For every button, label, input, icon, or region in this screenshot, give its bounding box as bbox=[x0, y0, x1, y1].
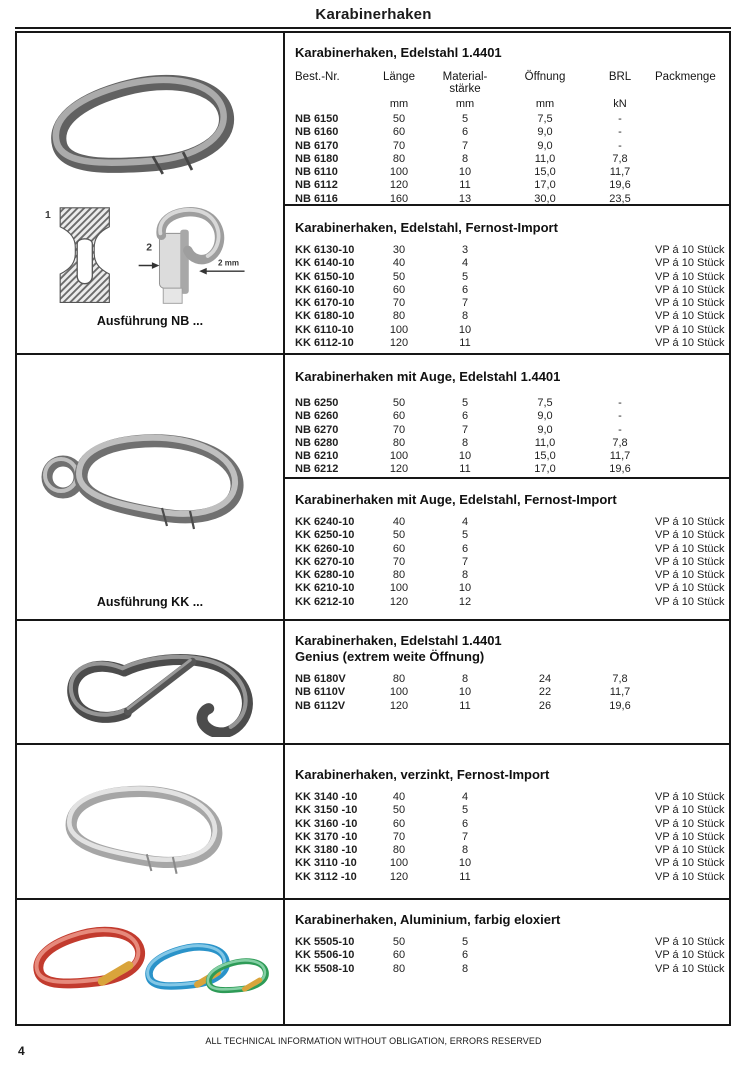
table-row bbox=[295, 410, 729, 423]
cell-brl: 7,8 bbox=[612, 436, 628, 449]
cell-oeffnung: 7,5 bbox=[537, 113, 553, 125]
cell-laenge: 80 bbox=[392, 152, 406, 165]
table-row bbox=[295, 673, 729, 686]
section-title: Karabinerhaken mit Auge, Edelstahl 1.4401 bbox=[295, 369, 561, 384]
cell-oeffnung: 7,5 bbox=[537, 397, 553, 409]
table-row bbox=[295, 113, 729, 126]
catalog-table bbox=[15, 31, 731, 1026]
cell-laenge: 100 bbox=[389, 857, 409, 870]
title-divider bbox=[15, 27, 731, 29]
cell-packmenge: VP á 10 Stück bbox=[655, 595, 725, 608]
cell-packmenge: VP á 10 Stück bbox=[655, 817, 725, 830]
caption-ausfuehrung-nb: Ausführung NB ... bbox=[96, 314, 204, 328]
alu-carabiners-image bbox=[24, 903, 276, 1021]
cell-staerke: 10 bbox=[458, 582, 472, 595]
table-row bbox=[295, 569, 729, 582]
cell-brl: - bbox=[618, 126, 622, 139]
cell-laenge: 40 bbox=[392, 257, 406, 270]
cell-staerke: 8 bbox=[461, 152, 469, 165]
cell-staerke: 6 bbox=[461, 817, 469, 830]
cell-bestnr: KK 6280-10 bbox=[295, 569, 355, 582]
cell-staerke: 5 bbox=[461, 113, 469, 125]
cell-laenge: 40 bbox=[392, 791, 406, 803]
section-mit-auge-fernost bbox=[285, 479, 729, 619]
cell-packmenge: VP á 10 Stück bbox=[655, 569, 725, 582]
cell-brl: - bbox=[618, 423, 622, 436]
cell-staerke: 11 bbox=[459, 463, 471, 476]
cell-laenge: 160 bbox=[389, 192, 409, 205]
cell-laenge: 40 bbox=[392, 516, 406, 528]
cell-laenge: 70 bbox=[392, 139, 406, 152]
table-units-row bbox=[295, 98, 729, 110]
cell-packmenge: VP á 10 Stück bbox=[655, 270, 725, 283]
cell-bestnr: NB 6280 bbox=[295, 436, 339, 449]
genius-carabiner-photo-box bbox=[17, 621, 283, 743]
cell-staerke: 8 bbox=[461, 844, 469, 857]
cell-staerke: 5 bbox=[461, 529, 469, 542]
image-cell-genius bbox=[17, 621, 285, 743]
image-cell-verzinkt bbox=[17, 745, 285, 898]
table-row bbox=[295, 271, 729, 284]
cell-packmenge: VP á 10 Stück bbox=[655, 337, 725, 350]
cell-bestnr: KK 5508-10 bbox=[295, 962, 355, 975]
cell-oeffnung: 17,0 bbox=[534, 463, 556, 476]
cell-oeffnung: 17,0 bbox=[534, 179, 556, 192]
cell-packmenge: VP á 10 Stück bbox=[655, 582, 725, 595]
cell-bestnr: NB 6150 bbox=[295, 113, 339, 125]
cell-bestnr: KK 6260-10 bbox=[295, 542, 355, 555]
col-header-packmenge: Packmenge bbox=[655, 71, 716, 83]
cell-staerke: 11 bbox=[459, 179, 471, 192]
cell-staerke: 5 bbox=[461, 270, 469, 283]
cell-packmenge: VP á 10 Stück bbox=[655, 804, 725, 817]
table-row bbox=[295, 818, 729, 831]
product-table bbox=[295, 936, 729, 976]
table-row bbox=[295, 516, 729, 529]
row-edelstahl bbox=[17, 33, 729, 353]
unit-mm: mm bbox=[455, 98, 475, 110]
cell-packmenge: VP á 10 Stück bbox=[655, 791, 725, 803]
section-title: Karabinerhaken, verzinkt, Fernost-Import bbox=[295, 767, 550, 782]
col-header-laenge: Länge bbox=[383, 71, 415, 83]
section-aluminium bbox=[285, 900, 729, 1024]
table-header-row bbox=[295, 71, 729, 95]
cell-packmenge: VP á 10 Stück bbox=[655, 830, 725, 843]
unit-kn: kN bbox=[613, 98, 627, 110]
col-header-oeffnung: Öffnung bbox=[524, 71, 566, 83]
page-number: 4 bbox=[18, 1044, 25, 1058]
cell-laenge: 80 bbox=[392, 310, 406, 323]
cell-laenge: 60 bbox=[392, 949, 406, 962]
cell-bestnr: KK 6180-10 bbox=[295, 310, 355, 323]
unit-mm: mm bbox=[535, 98, 555, 110]
section-mit-auge-14401 bbox=[285, 355, 729, 479]
section-title: Karabinerhaken, Edelstahl 1.4401 bbox=[295, 633, 502, 648]
cell-staerke: 10 bbox=[458, 166, 472, 179]
cell-laenge: 80 bbox=[392, 844, 406, 857]
table-row bbox=[295, 450, 729, 463]
drawing-label-2: 2 bbox=[146, 242, 152, 254]
table-row bbox=[295, 244, 729, 257]
cell-oeffnung: 9,0 bbox=[537, 139, 553, 152]
cell-laenge: 80 bbox=[392, 962, 406, 975]
cell-oeffnung: 11,0 bbox=[534, 152, 556, 165]
cell-brl: - bbox=[618, 397, 622, 409]
cell-bestnr: KK 5506-10 bbox=[295, 949, 355, 962]
section-edelstahl-fernost bbox=[285, 206, 729, 353]
cell-brl: 7,8 bbox=[612, 152, 628, 165]
cell-brl: 11,7 bbox=[609, 686, 631, 699]
cell-staerke: 7 bbox=[461, 297, 469, 310]
cell-laenge: 50 bbox=[392, 113, 406, 125]
cell-brl: 11,7 bbox=[609, 450, 631, 463]
cell-staerke: 6 bbox=[461, 410, 469, 423]
cell-staerke: 5 bbox=[461, 397, 469, 409]
cell-staerke: 13 bbox=[458, 192, 472, 205]
image-cell-kk bbox=[17, 355, 285, 619]
cell-staerke: 5 bbox=[461, 936, 469, 948]
cell-bestnr: KK 3170 -10 bbox=[295, 830, 358, 843]
cell-laenge: 70 bbox=[392, 830, 406, 843]
cell-staerke: 10 bbox=[458, 323, 472, 336]
cell-staerke: 3 bbox=[461, 244, 469, 256]
footer-disclaimer: ALL TECHNICAL INFORMATION WITHOUT OBLIGATION, ERRORS RESERVED bbox=[205, 1036, 542, 1046]
cell-bestnr: NB 6210 bbox=[295, 450, 339, 463]
cell-oeffnung: 9,0 bbox=[537, 410, 553, 423]
cell-bestnr: KK 5505-10 bbox=[295, 936, 355, 948]
drawing-label-1: 1 bbox=[45, 210, 51, 222]
cell-staerke: 6 bbox=[461, 542, 469, 555]
row-verzinkt bbox=[17, 743, 729, 898]
cell-bestnr: NB 6180V bbox=[295, 673, 346, 685]
cell-bestnr: KK 3140 -10 bbox=[295, 791, 358, 803]
cell-bestnr: KK 3160 -10 bbox=[295, 817, 358, 830]
cell-laenge: 80 bbox=[392, 673, 406, 685]
col-header-bestnr: Best.-Nr. bbox=[295, 71, 340, 83]
cell-oeffnung: 26 bbox=[538, 699, 552, 712]
product-table bbox=[295, 516, 729, 609]
table-row bbox=[295, 857, 729, 870]
unit-mm: mm bbox=[389, 98, 409, 110]
cell-laenge: 50 bbox=[392, 270, 406, 283]
table-row bbox=[295, 297, 729, 310]
cell-laenge: 100 bbox=[389, 450, 409, 463]
cell-bestnr: NB 6170 bbox=[295, 139, 339, 152]
cell-staerke: 8 bbox=[461, 310, 469, 323]
cell-staerke: 4 bbox=[461, 791, 469, 803]
cell-laenge: 120 bbox=[389, 337, 409, 350]
cell-bestnr: KK 6130-10 bbox=[295, 244, 355, 256]
alu-carabiners-photo-box bbox=[17, 900, 283, 1024]
cell-laenge: 50 bbox=[392, 936, 406, 948]
row-aluminium bbox=[17, 898, 729, 1024]
table-row bbox=[295, 153, 729, 166]
cell-bestnr: KK 6110-10 bbox=[295, 323, 354, 336]
cell-bestnr: KK 6160-10 bbox=[295, 283, 355, 296]
row-mit-auge bbox=[17, 353, 729, 619]
cell-staerke: 8 bbox=[461, 436, 469, 449]
cell-oeffnung: 9,0 bbox=[537, 423, 553, 436]
cell-bestnr: NB 6112 bbox=[295, 179, 338, 192]
cell-oeffnung: 9,0 bbox=[537, 126, 553, 139]
cell-bestnr: KK 6250-10 bbox=[295, 529, 355, 542]
cell-bestnr: KK 3180 -10 bbox=[295, 844, 358, 857]
cell-packmenge: VP á 10 Stück bbox=[655, 529, 725, 542]
cell-oeffnung: 15,0 bbox=[534, 166, 556, 179]
carabiner-photo-box bbox=[22, 33, 278, 205]
section-subtitle: Genius (extrem weite Öffnung) bbox=[295, 649, 485, 664]
cell-laenge: 120 bbox=[389, 179, 409, 192]
cell-bestnr: NB 6110 bbox=[295, 166, 338, 179]
cell-laenge: 80 bbox=[392, 569, 406, 582]
cell-oeffnung: 15,0 bbox=[534, 450, 556, 463]
table-row bbox=[295, 126, 729, 139]
cell-bestnr: NB 6212 bbox=[295, 463, 339, 476]
cell-staerke: 11 bbox=[459, 699, 471, 712]
cell-packmenge: VP á 10 Stück bbox=[655, 323, 725, 336]
cell-staerke: 6 bbox=[461, 283, 469, 296]
image-cell-nb bbox=[17, 33, 285, 353]
cell-packmenge: VP á 10 Stück bbox=[655, 516, 725, 528]
cell-packmenge: VP á 10 Stück bbox=[655, 857, 725, 870]
table-row bbox=[295, 529, 729, 542]
cell-oeffnung: 22 bbox=[538, 686, 552, 699]
eye-carabiner-image bbox=[33, 399, 268, 549]
product-table bbox=[295, 113, 729, 206]
cell-bestnr: KK 6210-10 bbox=[295, 582, 355, 595]
cell-staerke: 8 bbox=[461, 962, 469, 975]
cell-brl: - bbox=[618, 113, 622, 125]
cell-bestnr: KK 6270-10 bbox=[295, 555, 355, 568]
cell-staerke: 10 bbox=[458, 450, 472, 463]
cell-laenge: 70 bbox=[392, 297, 406, 310]
cell-laenge: 100 bbox=[389, 166, 409, 179]
cell-staerke: 7 bbox=[461, 555, 469, 568]
cell-laenge: 100 bbox=[389, 686, 409, 699]
table-row bbox=[295, 424, 729, 437]
cell-oeffnung: 30,0 bbox=[534, 192, 556, 205]
cell-bestnr: NB 6180 bbox=[295, 152, 339, 165]
cell-staerke: 11 bbox=[459, 337, 471, 350]
cell-staerke: 5 bbox=[461, 804, 469, 817]
cell-laenge: 60 bbox=[392, 283, 406, 296]
zinc-carabiner-photo-box bbox=[17, 745, 283, 898]
cell-packmenge: VP á 10 Stück bbox=[655, 542, 725, 555]
table-row bbox=[295, 596, 729, 609]
table-row bbox=[295, 686, 729, 699]
cell-bestnr: NB 6160 bbox=[295, 126, 339, 139]
cell-staerke: 10 bbox=[458, 857, 472, 870]
table-row bbox=[295, 179, 729, 192]
table-row bbox=[295, 844, 729, 857]
table-row bbox=[295, 193, 729, 206]
cell-laenge: 60 bbox=[392, 817, 406, 830]
cell-oeffnung: 11,0 bbox=[534, 436, 556, 449]
table-row bbox=[295, 791, 729, 804]
cell-staerke: 6 bbox=[461, 949, 469, 962]
cell-packmenge: VP á 10 Stück bbox=[655, 962, 725, 975]
cell-staerke: 4 bbox=[461, 257, 469, 270]
cell-laenge: 100 bbox=[389, 582, 409, 595]
table-row bbox=[295, 257, 729, 270]
cell-laenge: 70 bbox=[392, 555, 406, 568]
cell-packmenge: VP á 10 Stück bbox=[655, 310, 725, 323]
section-title: Karabinerhaken, Edelstahl, Fernost-Import bbox=[295, 220, 558, 235]
alu-carabiner-red bbox=[31, 919, 146, 998]
cell-packmenge: VP á 10 Stück bbox=[655, 844, 725, 857]
section-title: Karabinerhaken mit Auge, Edelstahl, Fernost-Import bbox=[295, 492, 617, 507]
cell-bestnr: KK 6170-10 bbox=[295, 297, 355, 310]
cell-laenge: 60 bbox=[392, 126, 406, 139]
cell-bestnr: NB 6250 bbox=[295, 397, 339, 409]
section-edelstahl-14401 bbox=[285, 33, 729, 206]
product-table bbox=[295, 673, 729, 713]
cell-staerke: 7 bbox=[461, 423, 469, 436]
cell-laenge: 70 bbox=[392, 423, 406, 436]
genius-carabiner-image bbox=[43, 627, 258, 737]
drawing-dim-label: 2 mm bbox=[218, 258, 240, 268]
cell-bestnr: KK 3150 -10 bbox=[295, 804, 358, 817]
cell-staerke: 6 bbox=[461, 126, 469, 139]
cell-laenge: 120 bbox=[389, 595, 409, 608]
section-title: Karabinerhaken, Edelstahl 1.4401 bbox=[295, 45, 502, 60]
table-row bbox=[295, 543, 729, 556]
cell-bestnr: NB 6112V bbox=[295, 699, 346, 712]
table-row bbox=[295, 310, 729, 323]
eye-carabiner-photo-box bbox=[17, 355, 283, 593]
cell-staerke: 4 bbox=[461, 516, 469, 528]
cell-bestnr: NB 6270 bbox=[295, 423, 339, 436]
cell-brl: 7,8 bbox=[612, 673, 628, 685]
page-title: Karabinerhaken bbox=[315, 6, 432, 23]
cell-brl: 19,6 bbox=[609, 463, 631, 476]
cell-bestnr: KK 6112-10 bbox=[295, 337, 354, 350]
cell-staerke: 8 bbox=[461, 673, 469, 685]
cell-packmenge: VP á 10 Stück bbox=[655, 297, 725, 310]
table-row bbox=[295, 871, 729, 884]
cell-staerke: 8 bbox=[461, 569, 469, 582]
carabiner-photo-image bbox=[22, 35, 278, 203]
cell-bestnr: NB 6260 bbox=[295, 410, 339, 423]
technical-drawing-box bbox=[36, 205, 264, 309]
col-header-materialstaerke: Material- stärke bbox=[442, 71, 488, 95]
cell-staerke: 7 bbox=[461, 139, 469, 152]
cell-laenge: 60 bbox=[392, 410, 406, 423]
technical-drawing-image bbox=[36, 205, 264, 309]
table-row bbox=[295, 582, 729, 595]
product-table bbox=[295, 244, 729, 350]
section-title: Karabinerhaken, Aluminium, farbig eloxiert bbox=[295, 912, 561, 927]
table-row bbox=[295, 804, 729, 817]
table-row bbox=[295, 700, 729, 713]
cell-bestnr: KK 6140-10 bbox=[295, 257, 355, 270]
cell-bestnr: KK 6150-10 bbox=[295, 270, 355, 283]
cell-brl: - bbox=[618, 410, 622, 423]
cell-bestnr: KK 6212-10 bbox=[295, 595, 355, 608]
image-cell-aluminium bbox=[17, 900, 285, 1024]
cell-packmenge: VP á 10 Stück bbox=[655, 283, 725, 296]
cell-laenge: 80 bbox=[392, 436, 406, 449]
cell-laenge: 30 bbox=[392, 244, 406, 256]
table-row bbox=[295, 397, 729, 410]
cell-brl: 19,6 bbox=[609, 179, 631, 192]
cell-packmenge: VP á 10 Stück bbox=[655, 555, 725, 568]
cell-laenge: 50 bbox=[392, 397, 406, 409]
cell-staerke: 7 bbox=[461, 830, 469, 843]
cell-laenge: 120 bbox=[389, 699, 409, 712]
cell-bestnr: KK 3112 -10 bbox=[295, 870, 357, 883]
cell-bestnr: NB 6116 bbox=[295, 192, 338, 205]
cell-laenge: 120 bbox=[389, 870, 409, 883]
cell-oeffnung: 24 bbox=[538, 673, 552, 685]
zinc-carabiner-image bbox=[45, 759, 255, 884]
section-genius bbox=[285, 621, 729, 743]
table-row bbox=[295, 936, 729, 949]
caption-ausfuehrung-kk: Ausführung KK ... bbox=[96, 595, 204, 609]
cell-brl: 19,6 bbox=[609, 699, 631, 712]
table-row bbox=[295, 463, 729, 476]
table-row bbox=[295, 949, 729, 962]
cell-packmenge: VP á 10 Stück bbox=[655, 949, 725, 962]
cell-packmenge: VP á 10 Stück bbox=[655, 257, 725, 270]
cell-bestnr: KK 3110 -10 bbox=[295, 857, 357, 870]
cell-staerke: 10 bbox=[458, 686, 472, 699]
cell-staerke: 12 bbox=[458, 595, 472, 608]
cell-packmenge: VP á 10 Stück bbox=[655, 936, 725, 948]
table-row bbox=[295, 963, 729, 976]
section-verzinkt bbox=[285, 745, 729, 898]
table-row bbox=[295, 337, 729, 350]
cell-staerke: 11 bbox=[459, 870, 471, 883]
row-genius bbox=[17, 619, 729, 743]
cell-bestnr: KK 6240-10 bbox=[295, 516, 355, 528]
product-table bbox=[295, 791, 729, 884]
cell-packmenge: VP á 10 Stück bbox=[655, 244, 725, 256]
cell-laenge: 100 bbox=[389, 323, 409, 336]
table-row bbox=[295, 284, 729, 297]
cell-laenge: 120 bbox=[389, 463, 409, 476]
cell-laenge: 50 bbox=[392, 529, 406, 542]
table-row bbox=[295, 437, 729, 450]
cell-brl: - bbox=[618, 139, 622, 152]
col-header-brl: BRL bbox=[608, 71, 632, 83]
table-row bbox=[295, 324, 729, 337]
cell-brl: 23,5 bbox=[609, 192, 631, 205]
table-row bbox=[295, 140, 729, 153]
cell-laenge: 60 bbox=[392, 542, 406, 555]
cell-brl: 11,7 bbox=[609, 166, 631, 179]
table-row bbox=[295, 556, 729, 569]
cell-bestnr: NB 6110V bbox=[295, 686, 346, 699]
product-table bbox=[295, 397, 729, 477]
cell-laenge: 50 bbox=[392, 804, 406, 817]
cell-packmenge: VP á 10 Stück bbox=[655, 870, 725, 883]
table-row bbox=[295, 166, 729, 179]
table-row bbox=[295, 831, 729, 844]
